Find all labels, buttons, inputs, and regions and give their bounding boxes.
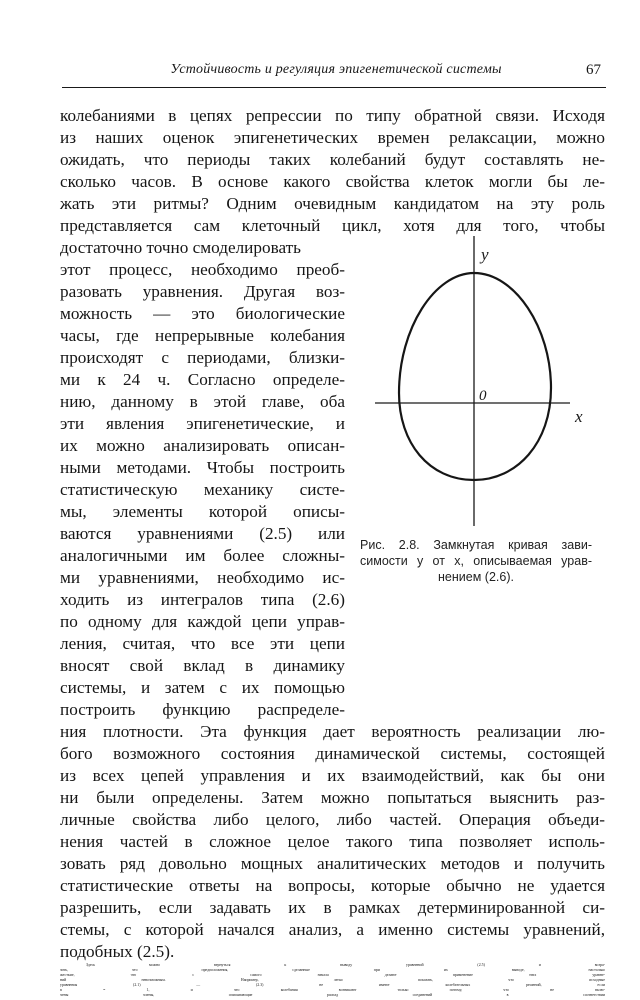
text-line: вносят свой вклад в динамику: [60, 656, 345, 675]
text-line: сколько часов. В основе какого свойства клеток могли бы ле-: [60, 172, 605, 191]
text-line: зовать ряд довольно мощных аналитических методов и получить: [60, 854, 605, 873]
x-axis-label: x: [575, 407, 583, 426]
text-line: аналогичными им более сложны-: [60, 546, 345, 565]
text-line: зить, что предположения, сделанные при их выводе, настолько: [60, 968, 605, 972]
closed-curve-plot: [355, 228, 605, 530]
text-line: ми к 24 ч. Согласно определе-: [60, 370, 345, 389]
text-line: ния плотности. Эта функция дает вероятность реализации лю-: [60, 722, 605, 741]
text-line: можность — это биологические: [60, 304, 345, 323]
header-rule: [62, 87, 606, 88]
text-line: по одному для каждой цепи управ-: [60, 612, 345, 631]
text-line: из всех цепей управления и их взаимодействий, как бы они: [60, 766, 605, 785]
text-line: часы, где непрерывные колебания: [60, 326, 345, 345]
text-line: мы, элементы которой описы-: [60, 502, 345, 521]
caption-line: симости y от x, описываемая урав-: [360, 554, 592, 568]
text-line: ваются уравнениями (2.5) или: [60, 524, 345, 543]
text-line: нию, данному в этой главе, оба: [60, 392, 345, 411]
text-line: жать эти ритмы? Одним очевидным кандидатом на эту роль: [60, 194, 605, 213]
text-line: системы, и затем с их помощью: [60, 678, 345, 697]
text-line: n = 1, и что колебания возникают только потому, что не вклю-: [60, 988, 605, 992]
text-line: нения частей в сложное целое такого типа позволяет исполь-: [60, 832, 605, 851]
text-line: уравнения (2.1) — (2.3) не имеют колебательных решений, если: [60, 983, 605, 987]
page-number: 67: [586, 62, 601, 78]
text-line: стемы, с которой начался анализ, а именно системы уравнений,: [60, 920, 605, 939]
closed-curve: [399, 273, 551, 480]
text-line: представляется сам клеточный цикл, хотя для того, чтобы: [60, 216, 605, 235]
text-line: ни были определены. Затем можно попытаться выяснить раз-: [60, 788, 605, 807]
text-line: этот процесс, необходимо преоб-: [60, 260, 345, 279]
text-line: ожидать, что периоды таких колебаний будут составлять не-: [60, 150, 605, 169]
text-line: Здесь можно вернуться к выводу уравнений (2.5) и возра-: [86, 963, 605, 967]
text-line: разрешить, если задавать их в рамках детерминированной си-: [60, 898, 605, 917]
text-line: эти явления эпигенетические, и: [60, 414, 345, 433]
text-line: жесткие, что с самого начала делают применение этих уравне-: [60, 973, 605, 977]
y-axis-label: y: [481, 245, 489, 264]
text-line: ний невозможным. Например, легко показать, что исходные: [60, 978, 605, 982]
text-line: ления, считая, что все эти цепи: [60, 634, 345, 653]
caption-line: Рис. 2.8. Замкнутая кривая зави-: [360, 538, 592, 552]
text-line: достаточно точно смоделировать: [60, 238, 301, 257]
text-line: ми уравнениями, необходимо ис-: [60, 568, 345, 587]
text-line: происходят с периодами, близки-: [60, 348, 345, 367]
text-line: личные свойства либо целого, либо частей. Операция объеди-: [60, 810, 605, 829]
text-line: разовать уравнения. Другая воз-: [60, 282, 345, 301]
text-line: чены члены, описывающие распад соединений в соответствии: [60, 993, 605, 997]
text-line: колебаниями в цепях репрессии по типу обратной связи. Исходя: [60, 106, 605, 125]
text-line: из наших оценок эпигенетических времен релаксации, можно: [60, 128, 605, 147]
text-line: построить функцию распределе-: [60, 700, 345, 719]
text-line: их можно анализировать описан-: [60, 436, 345, 455]
figure-caption: [360, 537, 592, 585]
text-line: подобных (2.5).: [60, 942, 175, 961]
origin-label: 0: [479, 388, 487, 404]
text-line: ными методами. Чтобы построить: [60, 458, 345, 477]
figure-2-8: [355, 228, 605, 530]
text-line: статистическую механику систе-: [60, 480, 345, 499]
text-line: бого возможного состояния динамической системы, состоящей: [60, 744, 605, 763]
text-line: ходить из интегралов типа (2.6): [60, 590, 345, 609]
text-line: статистические ответы на вопросы, которые обычно не удается: [60, 876, 605, 895]
caption-line: нением (2.6).: [438, 570, 514, 584]
running-title: Устойчивость и регуляция эпигенетической системы: [170, 62, 502, 77]
